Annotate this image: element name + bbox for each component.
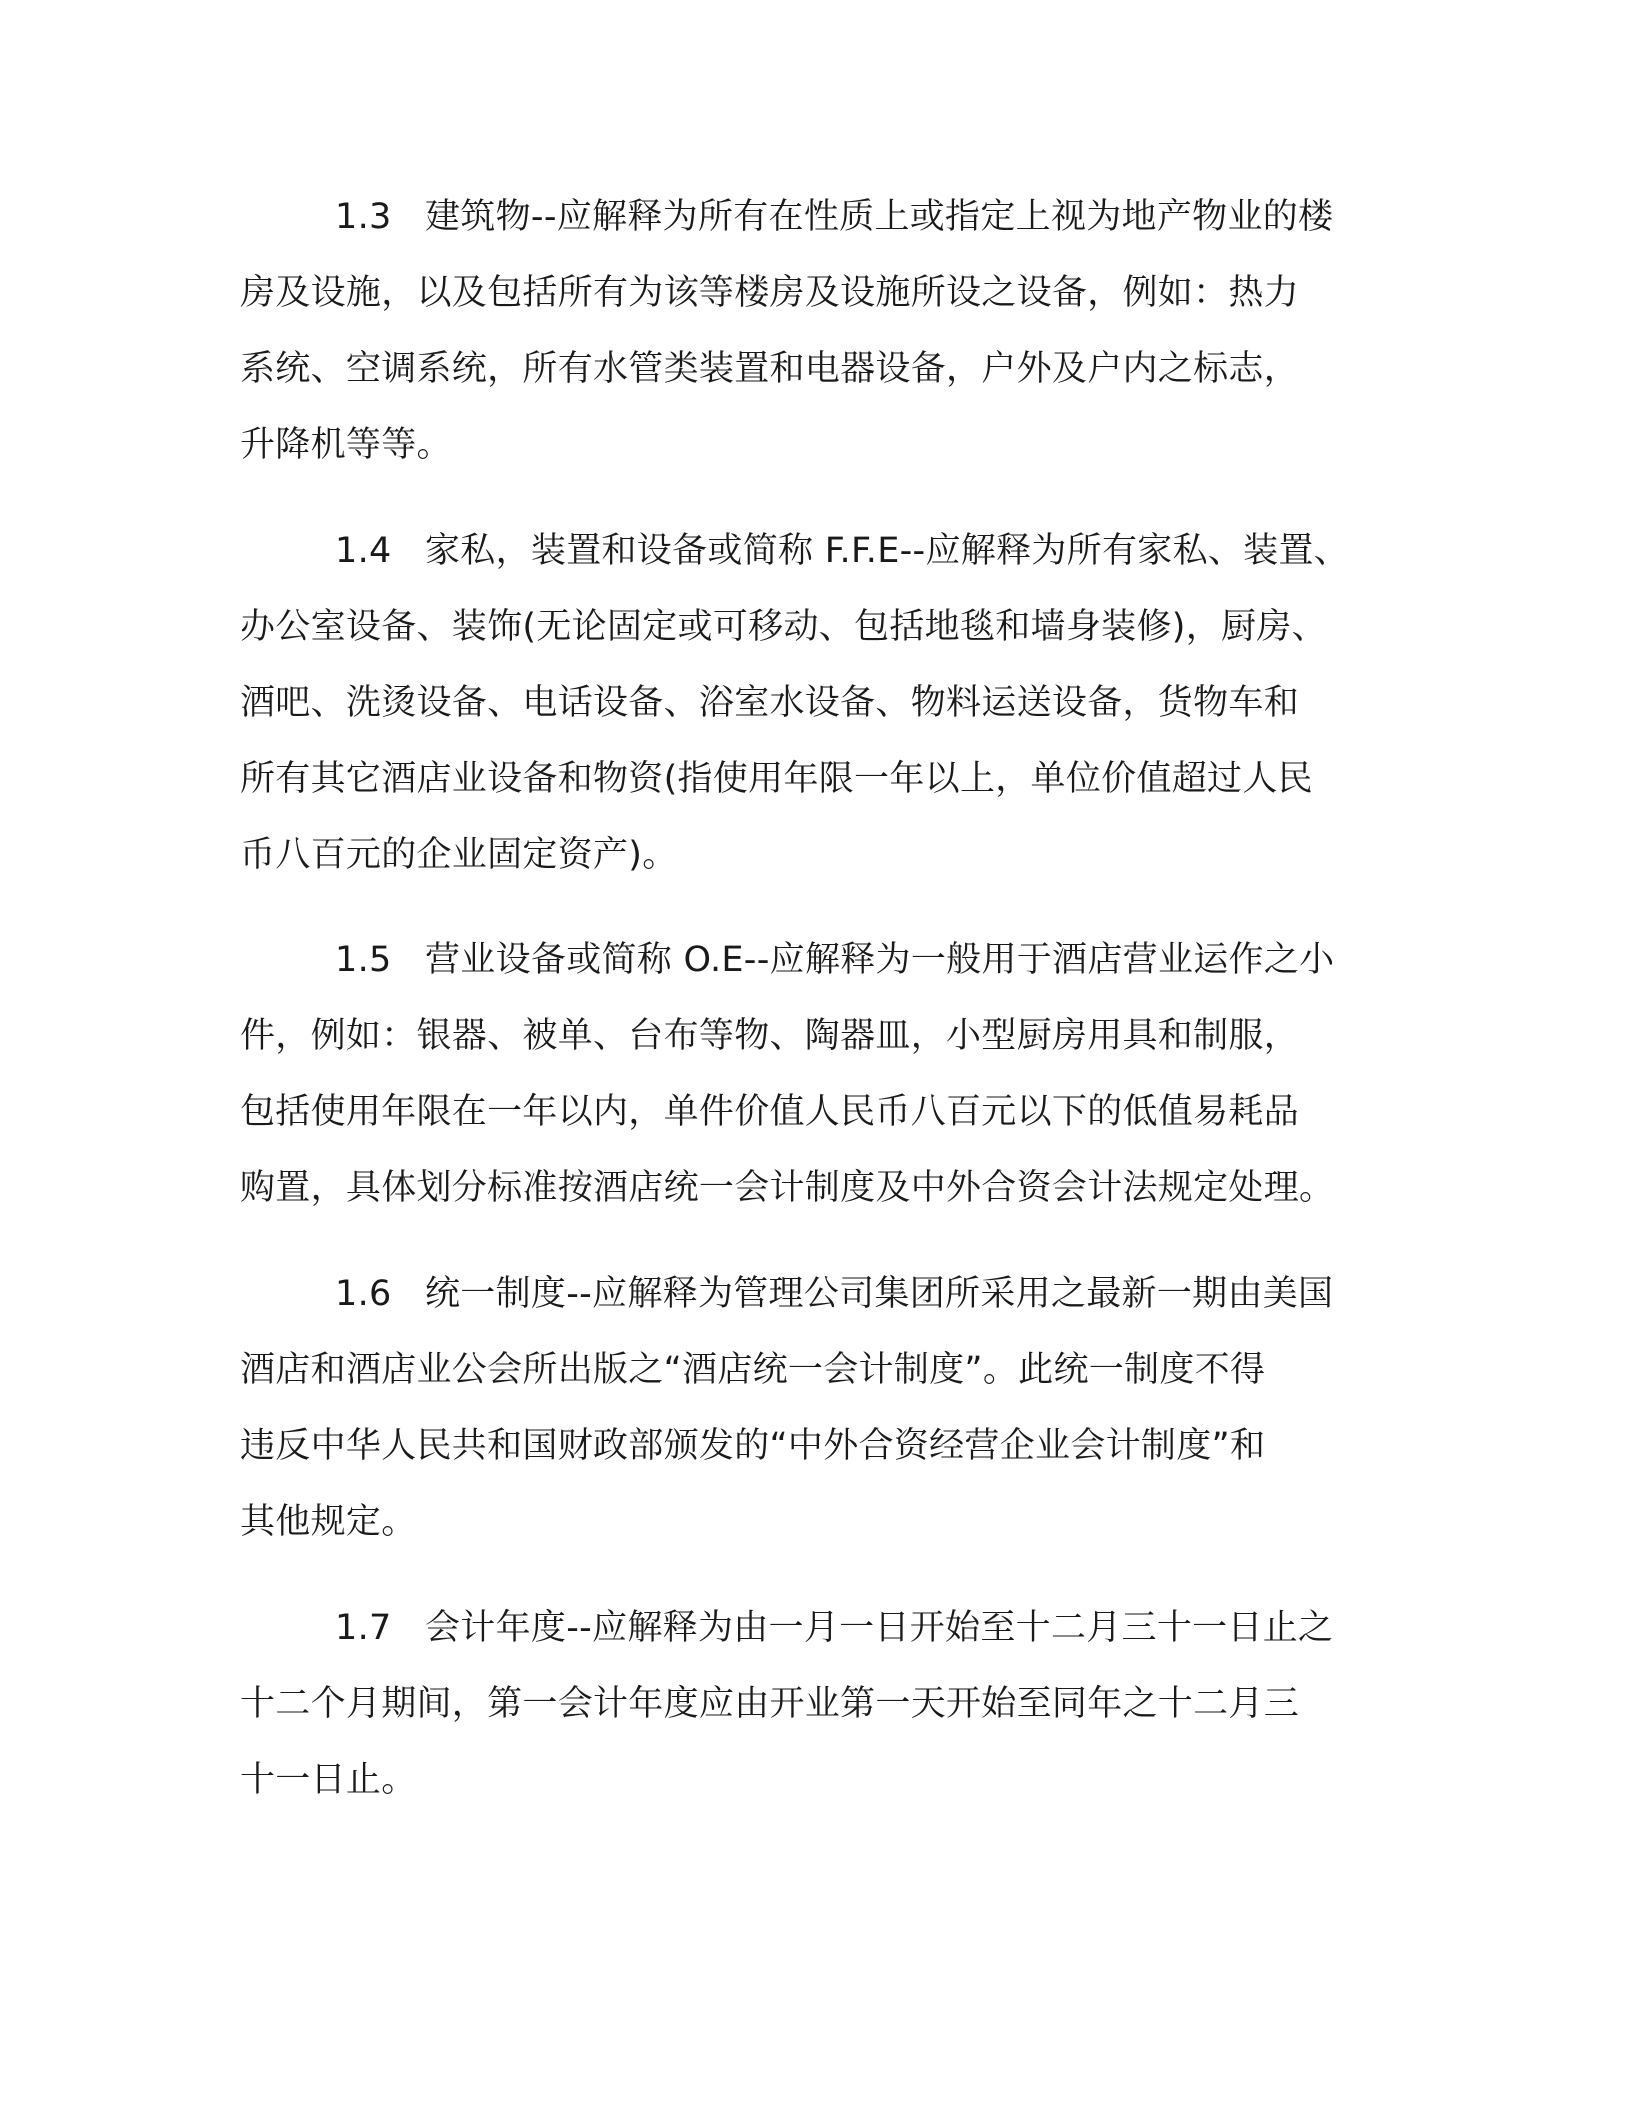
clause-first-line bbox=[335, 1598, 1333, 1658]
clause-text: 其他规定。 bbox=[240, 1502, 417, 1542]
clause-text: 升降机等等。 bbox=[240, 425, 452, 465]
clause-text: 办公室设备、装饰(无论固定或可移动、包括地毯和墙身装修)，厨房、 bbox=[240, 607, 1327, 647]
clause-first-line bbox=[335, 187, 1333, 247]
clause-number: 1.6 bbox=[335, 1274, 392, 1314]
clause-text: 营业设备或简称 O.E--应解释为一般用于酒店营业运作之小 bbox=[425, 940, 1335, 980]
clause-first-line bbox=[335, 521, 1349, 581]
clause-number: 1.7 bbox=[335, 1608, 392, 1648]
clause-text: 十二个月期间，第一会计年度应由开业第一天开始至同年之十二月三 bbox=[240, 1684, 1300, 1724]
clause-text: 家私，装置和设备或简称 F.F.E--应解释为所有家私、装置、 bbox=[425, 531, 1350, 571]
clause-text: 统一制度--应解释为管理公司集团所采用之最新一期由美国 bbox=[425, 1274, 1334, 1314]
clause-text: 十一日止。 bbox=[240, 1760, 417, 1800]
clause-text: 酒店和酒店业公会所出版之“酒店统一会计制度”。此统一制度不得 bbox=[240, 1350, 1266, 1390]
clause-number: 1.5 bbox=[335, 940, 392, 980]
clause-text: 系统、空调系统，所有水管类装置和电器设备，户外及户内之标志， bbox=[240, 349, 1300, 389]
clause-text: 包括使用年限在一年以内，单件价值人民币八百元以下的低值易耗品 bbox=[240, 1092, 1300, 1132]
clause-text: 酒吧、洗烫设备、电话设备、浴室水设备、物料运送设备，货物车和 bbox=[240, 683, 1300, 723]
clause-text: 购置，具体划分标准按酒店统一会计制度及中外合资会计法规定处理。 bbox=[240, 1168, 1335, 1208]
clause-number: 1.4 bbox=[335, 531, 392, 571]
clause-first-line bbox=[335, 930, 1334, 990]
clause-text: 所有其它酒店业设备和物资(指使用年限一年以上，单位价值超过人民 bbox=[240, 759, 1313, 799]
clause-text: 违反中华人民共和国财政部颁发的“中外合资经营企业会计制度”和 bbox=[240, 1426, 1266, 1466]
clause-text: 会计年度--应解释为由一月一日开始至十二月三十一日止之 bbox=[425, 1608, 1334, 1648]
clause-text: 币八百元的企业固定资产)。 bbox=[240, 835, 678, 875]
clause-text: 建筑物--应解释为所有在性质上或指定上视为地产物业的楼 bbox=[425, 197, 1334, 237]
clause-text: 件，例如：银器、被单、台布等物、陶器皿，小型厨房用具和制服， bbox=[240, 1016, 1300, 1056]
clause-text: 房及设施，以及包括所有为该等楼房及设施所设之设备，例如：热力 bbox=[240, 273, 1300, 313]
clause-number: 1.3 bbox=[335, 197, 392, 237]
clause-first-line bbox=[335, 1264, 1333, 1324]
